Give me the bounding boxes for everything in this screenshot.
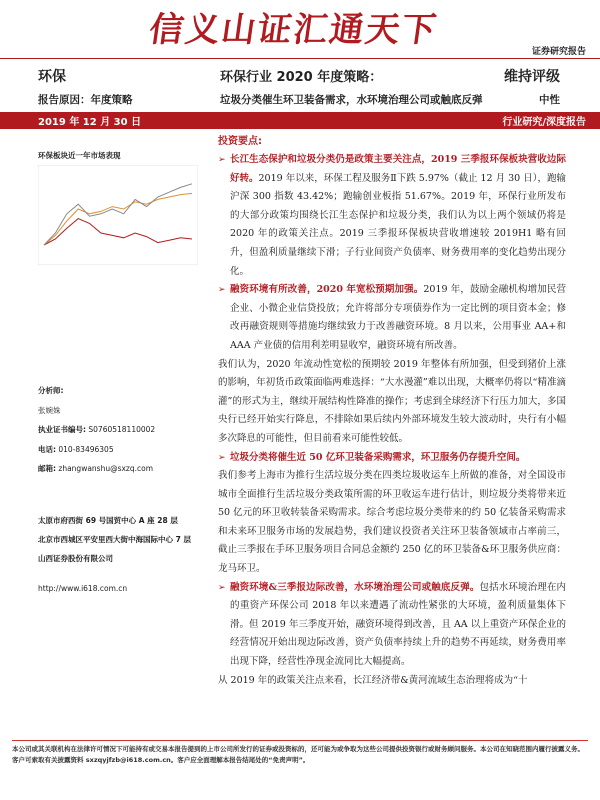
point-2-continued: 我们认为，2020 年流动性宽松的预期较 2019 年整体有所加强，但受到猪价上涨的影响，年初货币政策面临两难选择：“大水漫灌”难以出现，大概率仍将以“精准滴灌”的形式为主，继续开展结构性降准的操作；考虑到全球经济下行压力加大，多国央行已经开始实行降息，不排除如果后续内外部环境发生较大波动时，央行有小幅多次降息的可能性，但目前看来可能性较低。 [218,358,566,444]
email-row [38,459,203,479]
point-2-text: 2019 年，鼓励金融机构增加民营企业、小微企业信贷投放；允许将部分专项债券作为一定比例的项目资本金；修改再融资规则等措施均继续致力于改善融资环境。8 月以来，公用事业 AA+和 AAA 产业债的信用利差明显收窄，融资环境有所改善。 [230,284,567,351]
point-2-title: 融资环境有所改善，2020 年宽松预期加强。 [230,284,424,296]
report-date: 2019 年 12 月 30 日 [38,117,142,128]
bullet-arrow-icon: ➢ [218,285,226,296]
point-3-text: 我们参考上海市为推行生活垃圾分类在四类垃圾收运车上所做的准备，对全国设市城市全面推行生活垃圾分类政策所需的环卫收运车进行估计，则垃圾分类将带来近 50 亿元的环卫收转装备采购需求。综合考虑垃圾分类带来的约 50 亿装备采购需求和未来环卫服务市场的发展趋势，我们建议投资者关注环卫装备领域市占率前三，截止三季报在手环卫服务项目合同总金额约 250 亿的环卫装备&环卫服务供应商：龙马环卫。 [218,470,566,575]
report-type-label: 证券研究报告 [531,47,586,57]
report-reason: 报告原因：年度策略 [38,94,133,106]
cert-label: 执业证书编号: [38,425,86,434]
masthead-rule [0,58,600,66]
point-1-text: 2019 年以来，环保工程及服务Ⅱ下跌 5.97%（截止 12 月 30 日），跑输沪深 300 指数 43.42%；跑输创业板指 51.67%。2019 年，环保行业所发布的大部分政策均围绕长江生态保护和垃圾分类，我们认为以上两个领域仍将是 2020 年的政策关注点。2019 三季报环保板块营收增速较 2019H1 略有回升，但盈利质量继续下滑；子行业间资产负债率、财务费用率的变化趋势出现分化。 [230,172,566,277]
bullet-arrow-icon: ➢ [218,452,226,463]
masthead [0,0,600,62]
market-performance-chart [38,165,198,265]
sidebar-chart-section [38,150,203,269]
report-title: 环保行业 2020 年度策略： [220,70,383,85]
point-3 [218,449,566,468]
sector-label: 环保 [38,69,66,85]
chart-title: 环保板块近一年市场表现 [38,151,121,160]
main-content [218,132,566,690]
chart-frame [38,165,198,265]
bullet-arrow-icon: ➢ [218,582,226,593]
point-4-text: 包括水环境治理在内的重资产环保公司 2018 年以来遭遇了流动性紧张的大环境，盈利质量集体下滑。但 2019 年三季度开始，融资环境得到改善，且 AA 以上重资产环保企业的经营情况开始出现边际改善，资产负债率持续上升的趋势不再延续，财务费用率出现下降，经营性净现金流同比大幅提高。 [230,581,566,668]
footer-disclaimer: 本公司或其关联机构在法律许可情况下可能持有或交易本报告提到的上市公司所发行的证券或投资标的，还可能为或争取为这些公司提供投资银行或财务顾问服务。本公司在知晓范围内履行披露义务。客户可索取有关披露资料 sxzqyjfzb@i618.com.cn。客户应全面理解本报告结尾处的“免责声明”。 [12,740,588,766]
address-taiyuan: 太原市府西街 69 号国贸中心 A 座 28 层 [38,516,178,525]
point-4 [218,579,566,672]
address-block [38,511,203,568]
date-band [0,112,600,129]
analyst-block [38,381,203,479]
point-4-continued: 从 2019 年的政策关注点来看，长江经济带&黄河流域生态治理将成为“十 [218,674,528,686]
cert-value: S0760518110002 [88,425,156,434]
point-1-title: 长江生态保护和垃圾分类仍是政策主要关注点，2019 三季报环保板块营收边际好转。 [230,154,566,184]
report-category: 行业研究/深度报告 [502,117,586,128]
analyst-name: 张婉姝 [38,405,61,415]
company-url[interactable]: http://www.i618.com.cn [38,584,128,593]
email-value[interactable]: zhangwanshu@sxzq.com [58,464,154,473]
section-title: 投资要点: [218,136,262,147]
address-beijing: 北京市西城区平安里西大街中海国际中心 7 层 [38,535,191,544]
rating-label: 维持评级 [504,69,560,85]
phone-value: 010-83496305 [58,444,114,454]
phone-row [38,440,203,460]
analyst-label: 分析师: [38,386,64,395]
point-2 [218,281,566,355]
company-name: 山西证券股份有限公司 [38,554,113,563]
bullet-arrow-icon: ➢ [218,155,226,165]
report-subtitle: 垃圾分类催生环卫装备需求，水环境治理公司或触底反弹 [220,94,483,106]
email-label: 邮箱: [38,464,56,473]
cert-row [38,420,203,440]
sub-rating: 中性 [539,94,560,106]
point-4-title: 融资环境&三季报边际改善，水环境治理公司或触底反弹。 [230,581,480,593]
point-1 [218,151,566,281]
point-3-title: 垃圾分类将催生近 50 亿环卫装备采购需求，环卫服务仍存提升空间。 [230,451,526,463]
brand-logo: 信义山证汇通天下 [146,10,441,50]
phone-label: 电话: [38,444,56,454]
